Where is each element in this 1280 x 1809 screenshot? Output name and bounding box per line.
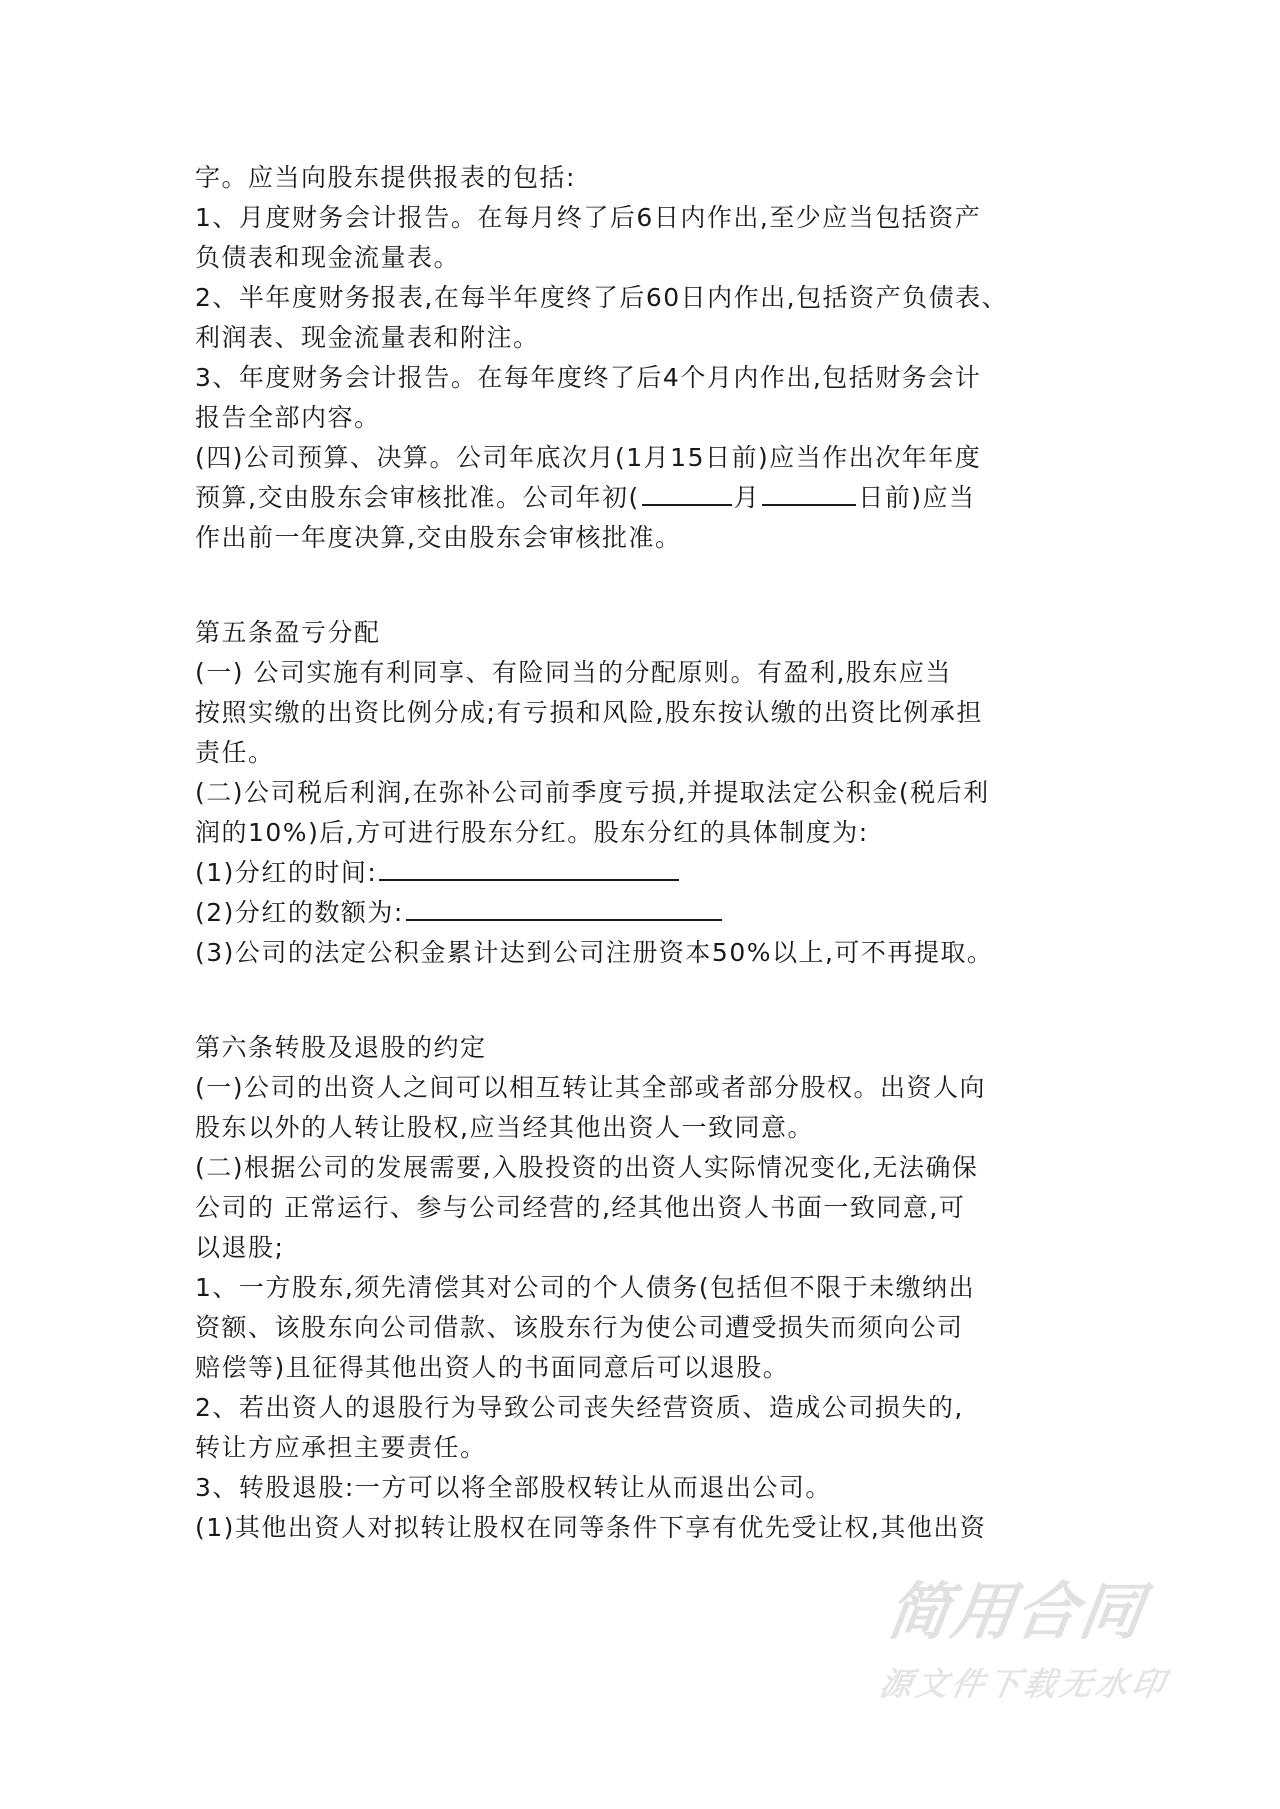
budget-clause (195, 438, 1095, 558)
paragraph-line: (一)公司的出资人之间可以相互转让其全部或者部分股权。出资人向 (195, 1073, 987, 1102)
article-5 (195, 613, 1095, 973)
section-gap (195, 558, 1095, 613)
dividend-time-label: (1)分红的时间: (195, 858, 378, 887)
paragraph-line: 股东以外的人转让股权,应当经其他出资人一致同意。 (195, 1113, 814, 1142)
paragraph-line: (一) 公司实施有利同享、有险同当的分配原则。有盈利,股东应当 (195, 658, 952, 687)
paragraph-line: (1)其他出资人对拟转让股权在同等条件下享有优先受让权,其他出资 (195, 1513, 987, 1542)
dividend-amount-row (195, 893, 1095, 933)
article-title: 第六条转股及退股的约定 (195, 1033, 487, 1062)
paragraph-line: (二)根据公司的发展需要,入股投资的出资人实际情况变化,无法确保 (195, 1153, 979, 1182)
paragraph-line: 作出前一年度决算,交由股东会审核批准。 (195, 523, 682, 552)
dividend-amount-blank-field[interactable] (406, 893, 722, 921)
month-label: 月 (733, 483, 761, 512)
month-blank-field[interactable] (642, 478, 732, 506)
paragraph-line: 3、年度财务会计报告。在每年度终了后4个月内作出,包括财务会计 (195, 363, 982, 392)
day-blank-field[interactable] (762, 478, 856, 506)
report-item-monthly (195, 198, 1095, 278)
paragraph-line: 报告全部内容。 (195, 403, 381, 432)
paragraph-line: 按照实缴的出资比例分成;有亏损和风险,股东按认缴的出资比例承担 (195, 698, 983, 727)
paragraph-line: 利润表、现金流量表和附注。 (195, 323, 540, 352)
section-gap (195, 973, 1095, 1028)
document-page (195, 158, 1095, 1548)
paragraph-line: 负债表和现金流量表。 (195, 243, 461, 272)
paragraph-line: (四)公司预算、决算。公司年底次月(1月15日前)应当作出次年年度 (195, 443, 982, 472)
paragraph-line: 责任。 (195, 738, 275, 767)
paragraph-line: 3、转股退股:一方可以将全部股权转让从而退出公司。 (195, 1473, 832, 1502)
paragraph-line: (二)公司税后利润,在弥补公司前季度亏损,并提取法定公积金(税后利 (195, 778, 990, 807)
article-6 (195, 1028, 1095, 1548)
paragraph-line: (3)公司的法定公积金累计达到公司注册资本50%以上,可不再提取。 (195, 938, 994, 967)
paragraph-line: 2、半年度财务报表,在每半年度终了后60日内作出,包括资产负债表、 (195, 283, 1009, 312)
paragraph-line: 2、若出资人的退股行为导致公司丧失经营资质、造成公司损失的, (195, 1393, 964, 1422)
dividend-amount-label: (2)分红的数额为: (195, 898, 404, 927)
paragraph-line: 赔偿等)且征得其他出资人的书面同意后可以退股。 (195, 1353, 790, 1382)
watermark (876, 1575, 1228, 1704)
watermark-brand: 简用合同 (882, 1575, 1150, 1648)
watermark-tagline: 源文件下载无水印 (876, 1665, 1172, 1703)
paragraph-line (195, 478, 1095, 518)
report-item-semiannual (195, 278, 1095, 358)
paragraph-line: 润的10%)后,方可进行股东分红。股东分红的具体制度为: (195, 818, 869, 847)
budget-text-after: 日前)应当 (858, 483, 976, 512)
budget-text-before: 预算,交由股东会审核批准。公司年初( (195, 483, 640, 512)
paragraph-line: 资额、该股东向公司借款、该股东行为使公司遭受损失而须向公司 (195, 1313, 964, 1342)
paragraph-line: 转让方应承担主要责任。 (195, 1433, 487, 1462)
paragraph-line: 公司的 正常运行、参与公司经营的,经其他出资人书面一致同意,可 (195, 1193, 966, 1222)
article-title: 第五条盈亏分配 (195, 618, 381, 647)
paragraph-line: 1、一方股东,须先清偿其对公司的个人债务(包括但不限于未缴纳出 (195, 1273, 976, 1302)
intro-line: 字。应当向股东提供报表的包括: (195, 163, 576, 192)
paragraph-line: 1、月度财务会计报告。在每月终了后6日内作出,至少应当包括资产 (195, 203, 982, 232)
report-item-annual (195, 358, 1095, 438)
paragraph-line: 以退股; (195, 1233, 285, 1262)
dividend-time-blank-field[interactable] (379, 853, 679, 881)
dividend-time-row (195, 853, 1095, 893)
